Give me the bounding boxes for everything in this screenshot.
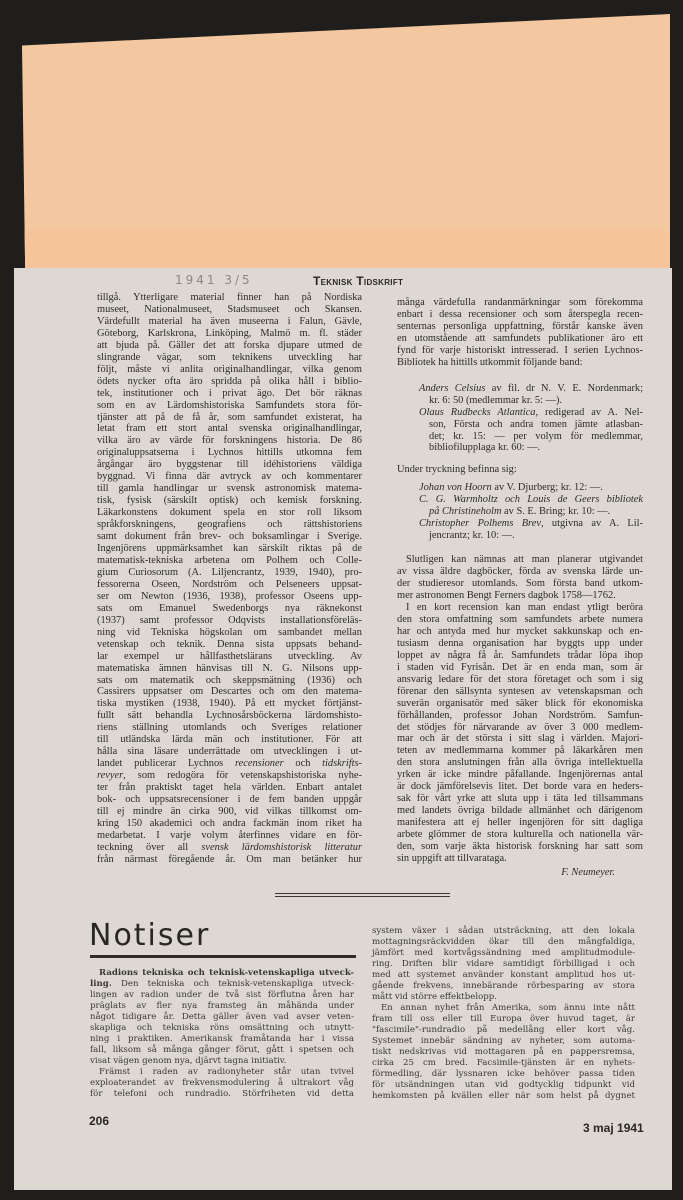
text-line: något tidigare år. Detta gäller även vad avser veten- — [90, 1012, 354, 1022]
text: av S. E. Bring; kr. 10: —. — [501, 506, 611, 518]
text-line: mått vid större effektbelopp. — [372, 992, 497, 1002]
text-line: fall, liksom så många gånger förut, gått i spetsen och — [90, 1045, 354, 1055]
published-books-list — [397, 383, 643, 455]
text-line — [419, 518, 643, 530]
text-line: kring 150 akademici och andra fackmän inom riket ha — [97, 817, 362, 829]
issue-date: 3 maj 1941 — [583, 1121, 644, 1135]
text-line: språkforskningens, geografiens och rättshistoriens — [97, 519, 362, 531]
italic-text: tidskrifts- — [322, 758, 362, 770]
text-line: med att systemet använder konstant amplitud hos ut- — [372, 970, 635, 980]
text-line — [429, 506, 643, 518]
text-line: det; kr. 15: — per volym för medlemmar, — [429, 430, 643, 442]
paragraph — [90, 968, 354, 1067]
page-number: 206 — [89, 1114, 110, 1128]
paragraph — [372, 926, 635, 1003]
text-line — [97, 866, 362, 878]
text-line: till gamla handlingar ur svensk astronomisk matema- — [97, 483, 362, 495]
text-line: tjänster att på de få år, som samfundet existerat, ha — [97, 411, 362, 423]
text-line: senternas personliga uppfattning, förstår kanske även — [397, 320, 643, 332]
text-line: ning i praktiken. Amerikansk framåtanda har i vissa — [90, 1034, 354, 1044]
text-line: är dock jämförelsevis litet. Det borde vara en heders- — [397, 781, 643, 793]
text-line — [90, 1100, 354, 1111]
text-line: mar och är det största i sitt slag i världen. Majori- — [397, 733, 643, 745]
paragraph — [97, 292, 362, 878]
text-line — [419, 494, 643, 506]
text-line: Främst i raden av radionyheter står utan tvivel — [99, 1067, 354, 1077]
text-line: fynd för varje historiskt intresserad. I serien Lychnos- — [397, 344, 643, 356]
text-line: sats om matematik och skeppsmätning (1936) och — [97, 674, 362, 686]
text-line: matematisk-tekniska arbetena om Polhem och Colle- — [97, 554, 362, 566]
text: , som redogöra för vetenskapshistoriska nyhe- — [123, 770, 362, 782]
italic-text: på Christineholm — [429, 506, 502, 518]
in-print-books-list — [397, 482, 643, 542]
text-line: originaluppsatserna i Lychnos hittills utkomna fem — [97, 447, 362, 459]
article-column-left — [97, 292, 362, 878]
cover-sheet — [22, 14, 670, 276]
list-item — [397, 494, 643, 518]
text: , redigerad av A. Nel- — [535, 406, 643, 418]
text-line: sin uppgift att tillvarataga. — [397, 852, 507, 864]
italic-text: C. G. Warmholtz och Louis de Geers bibliotek — [419, 494, 643, 506]
text-line: vilka äro av värde för forskningens historia. De 86 — [97, 435, 362, 447]
text: teckning över all — [97, 841, 202, 853]
text-line: sats om Emanuel Swedenborgs nya räknekonst — [97, 602, 362, 614]
text-line — [419, 482, 643, 494]
text-line: tiska mystiken (1938, 1940). På ett mycket förtjänst- — [97, 698, 362, 710]
text-line: "fascimile"-rundradio på medellång eller kort våg. — [372, 1025, 635, 1035]
pencil-note: 1941 3/5 — [175, 273, 253, 287]
text-line: hålla sina läsare underrättade om utvecklingen i ut- — [97, 746, 362, 758]
text-line: matematiska ämnen hänvisas till N. G. Nilsons upp- — [97, 662, 362, 674]
text-line: sak för vårt yrke att sluta upp i täta led tillsammans — [397, 793, 643, 805]
text-line: den stora anslutningen från alla övriga intellektuella — [397, 757, 643, 769]
list-item — [397, 383, 643, 407]
text-line: (1937) samt professor Odqvists installationsföreläs- — [97, 614, 362, 626]
text-line: lar exempel ur hållfasthetslärans utveckling. Av — [97, 650, 362, 662]
text-line: son, Första och andra tomen jämte atlasban- — [429, 418, 643, 430]
text-line: gående frekvens, innebärande rörbesparing av stora — [372, 981, 635, 991]
running-header: Teknisk Tidskrift — [313, 274, 404, 288]
italic-text: revyer — [97, 770, 124, 782]
text-line: fullt sätt behandla Lychnosårsböckerna lärdomshisto- — [97, 710, 362, 722]
text-line: förmedling, där lyssnaren icke behöver passa tiden — [372, 1069, 635, 1079]
text-line: den stora omfattning som samfundets arbete numera — [397, 613, 643, 625]
text-line: tek, institutioner och i privat ägo. Det bör räknas — [97, 387, 362, 399]
italic-text: recensioner — [234, 758, 284, 770]
text-line: bibliofilupplaga kr. 60: —. — [429, 442, 541, 454]
text-line: I en kort recension kan man endast ytligt beröra — [406, 601, 643, 613]
text-line — [90, 979, 354, 990]
text-line: jencrantz; kr. 10: —. — [429, 530, 515, 542]
bold-text: Radions tekniska och teknisk-vetenskapliga utveck- — [99, 968, 354, 978]
text-line: för telefoni och rundradio. Störfriheten vid detta — [90, 1089, 354, 1099]
section-divider — [275, 893, 450, 897]
text-line: till ej mindre än cirka 900, vid vilkas tillkomst om- — [97, 805, 362, 817]
text-line — [372, 1102, 635, 1113]
text-line: den, som varje äkta historisk forskning har satt som — [397, 841, 643, 853]
italic-text: Christopher Polhems Brev — [419, 518, 541, 530]
section-title-rule — [90, 955, 356, 958]
italic-text: Johan von Hoorn — [419, 482, 492, 494]
text-line: lingen av radion under de två sist förflutna åren har — [90, 990, 354, 1000]
text: , utgivna av A. Lil- — [540, 518, 643, 530]
text-line: mer astronomen Bengt Ferners dagbok 1758—1762. — [397, 590, 616, 602]
text: av V. Djurberg; kr. 12: —. — [491, 482, 603, 494]
notiser-column-right — [372, 926, 635, 1113]
text-line: byggnad. Vi finna där avtryck av och kommentarer — [97, 471, 362, 483]
text-line: gium Curiosorum (A. Liljencrantz, 1939, 1940), pro- — [97, 566, 362, 578]
text-line: samt dokument från brev- och boksamlingar i Sverige. — [97, 531, 362, 543]
author-signature: F. Neumeyer. — [561, 866, 615, 878]
italic-text: svensk lärdomshistorisk litteratur — [201, 841, 363, 853]
text-line: som en av Lärdomshistoriska Samfundets stora för- — [97, 399, 362, 411]
text-line: ansvarig ledare för det stora företaget och som i sig — [397, 673, 643, 685]
paragraph — [397, 554, 643, 602]
list-item — [397, 518, 643, 542]
text-line: museet, Nationalmuseet, Stadsmuseet och Skansen. — [97, 303, 362, 315]
italic-text: Anders Celsius — [419, 382, 486, 394]
text-line: följt, måste vi anlita originalhandlingar, vilka genom — [97, 363, 362, 375]
text-line — [90, 968, 354, 979]
italic-text: Olaus Rudbecks Atlantica — [419, 406, 536, 418]
text-line — [419, 383, 643, 395]
section-title: Notiser — [89, 918, 211, 953]
text-line — [97, 842, 362, 854]
text-line: en utomstående att samfundets publikationer äro ett — [397, 332, 643, 344]
text-line: En annan nyhet från Amerika, som ännu inte nått — [381, 1003, 635, 1013]
text-line: letat fram ett stort antal svenska originalhandlingar, — [97, 423, 362, 435]
text-line: exploaterandet av frekvensmodulering å ultrakort våg — [90, 1078, 354, 1088]
text: och — [283, 758, 323, 770]
text-line: ser om Newton (1936, 1938), professor Oseens upp- — [97, 590, 362, 602]
text-line: präglats av fler nya framsteg än måhända under — [90, 1001, 354, 1011]
text-line: av vissa äldre dagböcker, förda av svenska lärde un- — [397, 566, 643, 578]
text-line — [97, 770, 362, 782]
text: Den tekniska och teknisk-vetenskapliga utveck- — [111, 979, 354, 989]
text: av fil. dr N. V. E. Nordenmark; — [485, 382, 643, 394]
text-line: vetenskap och teknik. Denna sista uppsats behand- — [97, 638, 362, 650]
text-line: årgångar äro byggstenar till idéhistoriens väldiga — [97, 459, 362, 471]
text-line: Läkarkonstens dokument spela en stor roll liksom — [97, 507, 362, 519]
text-line: har och antyda med hur mycket sakkunskap och en- — [397, 625, 643, 637]
text-line: fessorerna Oseen, Nordström och Pelseneers uppsat- — [97, 578, 362, 590]
text-line: i staden vid Fyrisån. Det är en enda man, som är — [397, 661, 643, 673]
text-line: fram till oss eller till Europa över huvud taget, är — [372, 1014, 635, 1024]
text-line: det stödjes för närvarande av över 3 000 medlem- — [397, 721, 643, 733]
text-line: ring. Driften blir vidare samtidigt förbilligad i och — [372, 959, 635, 969]
bold-text: ling. — [90, 979, 112, 989]
text-line: cirka 25 cm bred. Facsimile-tjänsten är en nyhets- — [372, 1058, 635, 1068]
paragraph — [397, 464, 643, 476]
text-line: suverän organisatör med säker blick för ekonomiska — [397, 697, 643, 709]
list-item — [397, 482, 643, 494]
text-line: ödets nycker ofta äro spridda på olika håll i biblio- — [97, 375, 362, 387]
paragraph — [397, 602, 643, 865]
paragraph — [397, 297, 643, 369]
text-line: tiskt nedskrivas vid mottagaren på en pappersremsa, — [372, 1047, 635, 1057]
paragraph — [90, 1067, 354, 1111]
notiser-column-left — [90, 968, 354, 1111]
text-line: mottagningsräckvidden ökar till den mångfaldiga, — [372, 937, 635, 947]
text-line: många värdefulla randanmärkningar som förekomma — [397, 297, 643, 308]
text: landet publicerar Lychnos — [97, 758, 235, 770]
text-line: yrken är icke mindre påfallande. Ingenjörernas antal — [397, 769, 643, 781]
text-line: enbart i dessa recensioner och som återspegla recen- — [397, 308, 643, 320]
text-line: Ingenjörens uppmärksamhet kan särskilt riktas på de — [97, 543, 362, 555]
text-line: att bjuda på. Gäller det att forska djupare utmed de — [97, 339, 362, 351]
text-line: ter från praktiskt taget hela världen. Enbart antalet — [97, 782, 362, 794]
text-line: jämfört med kortvågssändning med amplitudmodule- — [372, 948, 635, 958]
paragraph — [372, 1003, 635, 1113]
text-line: riens ställning utomlands och Sveriges relationer — [97, 722, 362, 734]
text-line: Bibliotek ha hittills utkommit följande band: — [397, 356, 583, 368]
text-line: Slutligen kan nämnas att man planerar utgivandet — [406, 554, 643, 566]
text-line: arbete glömmer de stora kulturella och nationella vär- — [397, 829, 643, 841]
text-line: förenar den sällsynta syntesen av vetenskapsman och — [397, 685, 643, 697]
text-line: visat vägen genom nya, djärvt tagna initiativ. — [90, 1056, 287, 1066]
text-line: ning vid Tekniska högskolan om sambandet mellan — [97, 626, 362, 638]
text-line: för utsändningen utan vid godtycklig tidpunkt vid — [372, 1080, 635, 1090]
text-line: förhållanden, professor Johan Nordström. Samfun- — [397, 709, 643, 721]
text-line: teten av medlemmarna kommer på läkarkåren men — [397, 745, 643, 757]
text-line: från närmast föregående år. Om man betänker hur — [97, 853, 362, 865]
text-line: skapliga och tekniska röns omsättning och utnytt- — [90, 1023, 354, 1033]
text-line: loppet av några få år. Samfundets trådar löpa ihop — [397, 649, 643, 661]
text-line: der studieresor utomlands. Som första band utkom- — [397, 578, 643, 590]
text-line: Under tryckning befinna sig: — [397, 464, 517, 476]
text-line: slingrande vägar, som teknikens utveckling har — [97, 351, 362, 363]
text-line: medarbetat. I varje volym återfinnes vidare en för- — [97, 829, 362, 841]
text-line: kr. 6: 50 (medlemmar kr. 5: —). — [429, 394, 563, 406]
text-line: Göteborg, Karlskrona, Linköping, Malmö m. fl. städer — [97, 327, 362, 339]
text-line: Cassirers uppsatser om Descartes och om den matema- — [97, 686, 362, 698]
list-item — [397, 407, 643, 455]
article-column-right — [397, 297, 643, 879]
text-line: manifestera att ej heller ingenjören för sitt dagliga — [397, 817, 643, 829]
text-line: Systemet innebär sändning av nyheter, som automa- — [372, 1036, 635, 1046]
text-line: hemkomsten på kvällen eller när som helst på dygnet — [372, 1091, 635, 1101]
text-line: med landets övriga bildade allmänhet och därigenom — [397, 805, 643, 817]
text-line: tisk, fysisk (särskilt optisk) och kemisk forskning. — [97, 495, 362, 507]
text-line: bok- och uppsatsrecensioner i de fem banden uppgår — [97, 794, 362, 806]
text-line: tillgå. Ytterligare material finner han på Nordiska — [97, 292, 362, 303]
text-line: till utländska lärda män och institutioner. För att — [97, 734, 362, 746]
text-line: system växer i sådan utsträckning, att den lokala — [372, 926, 635, 936]
text-line — [97, 758, 362, 770]
text-line: Värdefullt material ha även museerna i Falun, Gävle, — [97, 315, 362, 327]
text-line: tusiasm denna organisation har byggts upp under — [397, 637, 643, 649]
text-line — [419, 407, 643, 419]
